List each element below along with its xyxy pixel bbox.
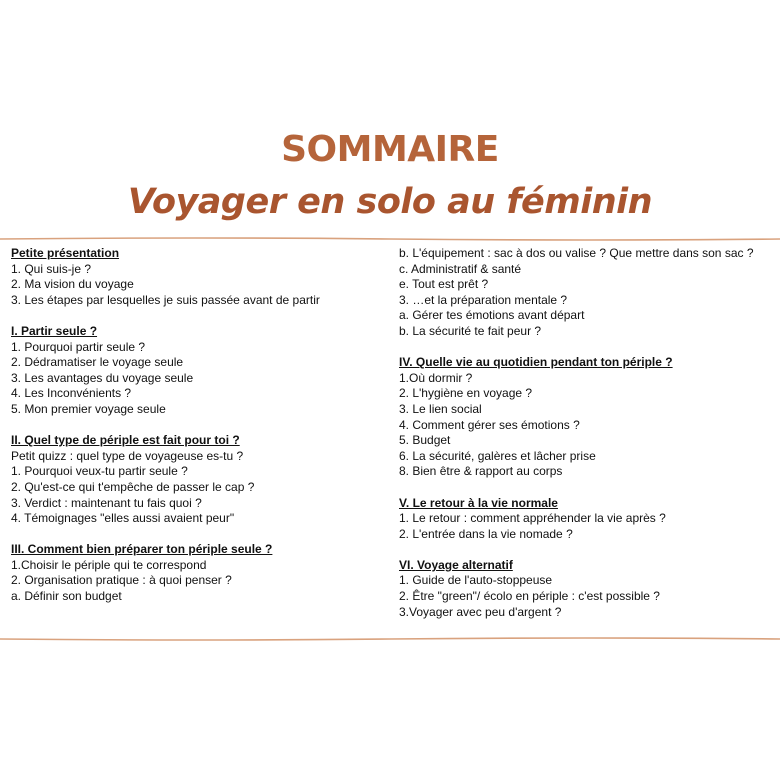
toc-item: 1. Guide de l'auto-stoppeuse	[399, 573, 553, 588]
section-heading: V. Le retour à la vie normale	[399, 495, 558, 510]
toc-item: b. La sécurité te fait peur ?	[399, 323, 542, 338]
toc-item: 2. L'entrée dans la vie nomade ?	[399, 526, 573, 541]
title-block	[0, 128, 780, 226]
section-heading: III. Comment bien préparer ton périple seule ?	[11, 542, 273, 557]
toc-item: 1.Choisir le périple qui te correspond	[11, 557, 207, 572]
toc-item: Petit quizz : quel type de voyageuse es-tu ?	[11, 448, 244, 463]
toc-item: 2. Dédramatiser le voyage seule	[11, 355, 184, 370]
toc-item: 8. Bien être & rapport au corps	[399, 464, 563, 479]
toc-item: c. Administratif & santé	[399, 261, 522, 276]
section-heading: I. Partir seule ?	[11, 323, 98, 338]
toc-item: 2. Ma vision du voyage	[11, 277, 134, 292]
toc-item: 1. Pourquoi partir seule ?	[11, 339, 146, 354]
toc-item: 3.Voyager avec peu d'argent ?	[399, 604, 562, 619]
section-heading: Petite présentation	[11, 246, 120, 260]
toc-item: 1. Pourquoi veux-tu partir seule ?	[11, 464, 188, 479]
toc-item: a. Définir son budget	[11, 589, 122, 604]
toc-left-column	[11, 246, 381, 605]
toc-item: 3. …et la préparation mentale ?	[399, 292, 568, 307]
toc-item: 5. Budget	[399, 433, 451, 448]
toc-right-column	[399, 246, 774, 620]
toc-item: a. Gérer tes émotions avant départ	[399, 308, 585, 323]
toc-item: 6. La sécurité, galères et lâcher prise	[399, 448, 596, 463]
toc-item: 3. Le lien social	[399, 401, 482, 416]
section-heading: VI. Voyage alternatif	[399, 557, 513, 572]
toc-item: 2. L'hygiène en voyage ?	[399, 386, 533, 401]
bottom-divider	[0, 636, 780, 642]
toc-item: 3. Les étapes par lesquelles je suis passée avant de partir	[11, 292, 320, 307]
toc-item: 3. Les avantages du voyage seule	[11, 370, 194, 385]
toc-item: 2. Organisation pratique : à quoi penser ?	[11, 573, 232, 588]
toc-item: 1.Où dormir ?	[399, 370, 473, 385]
toc-item: b. L'équipement : sac à dos ou valise ? Que mettre dans son sac ?	[399, 246, 754, 260]
toc-item: 2. Être "green"/ écolo en périple : c'est possible ?	[399, 589, 660, 604]
toc-item: 1. Le retour : comment appréhender la vie après ?	[399, 511, 666, 526]
toc-item: 4. Les Inconvénients ?	[11, 386, 132, 401]
toc-item: 1. Qui suis-je ?	[11, 261, 92, 276]
page-subtitle: Voyager en solo au féminin	[127, 182, 653, 222]
toc-item: e. Tout est prêt ?	[399, 277, 489, 292]
toc-item: 4. Témoignages "elles aussi avaient peur"	[11, 511, 235, 526]
toc-item: 4. Comment gérer ses émotions ?	[399, 417, 580, 432]
toc-item: 3. Verdict : maintenant tu fais quoi ?	[11, 495, 202, 510]
toc-item: 2. Qu'est-ce qui t'empêche de passer le cap ?	[11, 479, 255, 494]
section-heading: II. Quel type de périple est fait pour toi ?	[11, 433, 240, 448]
section-heading: IV. Quelle vie au quotidien pendant ton périple ?	[399, 355, 673, 370]
toc-item: 5. Mon premier voyage seule	[11, 401, 166, 416]
top-divider	[0, 236, 780, 242]
page-title: SOMMAIRE	[281, 129, 499, 170]
